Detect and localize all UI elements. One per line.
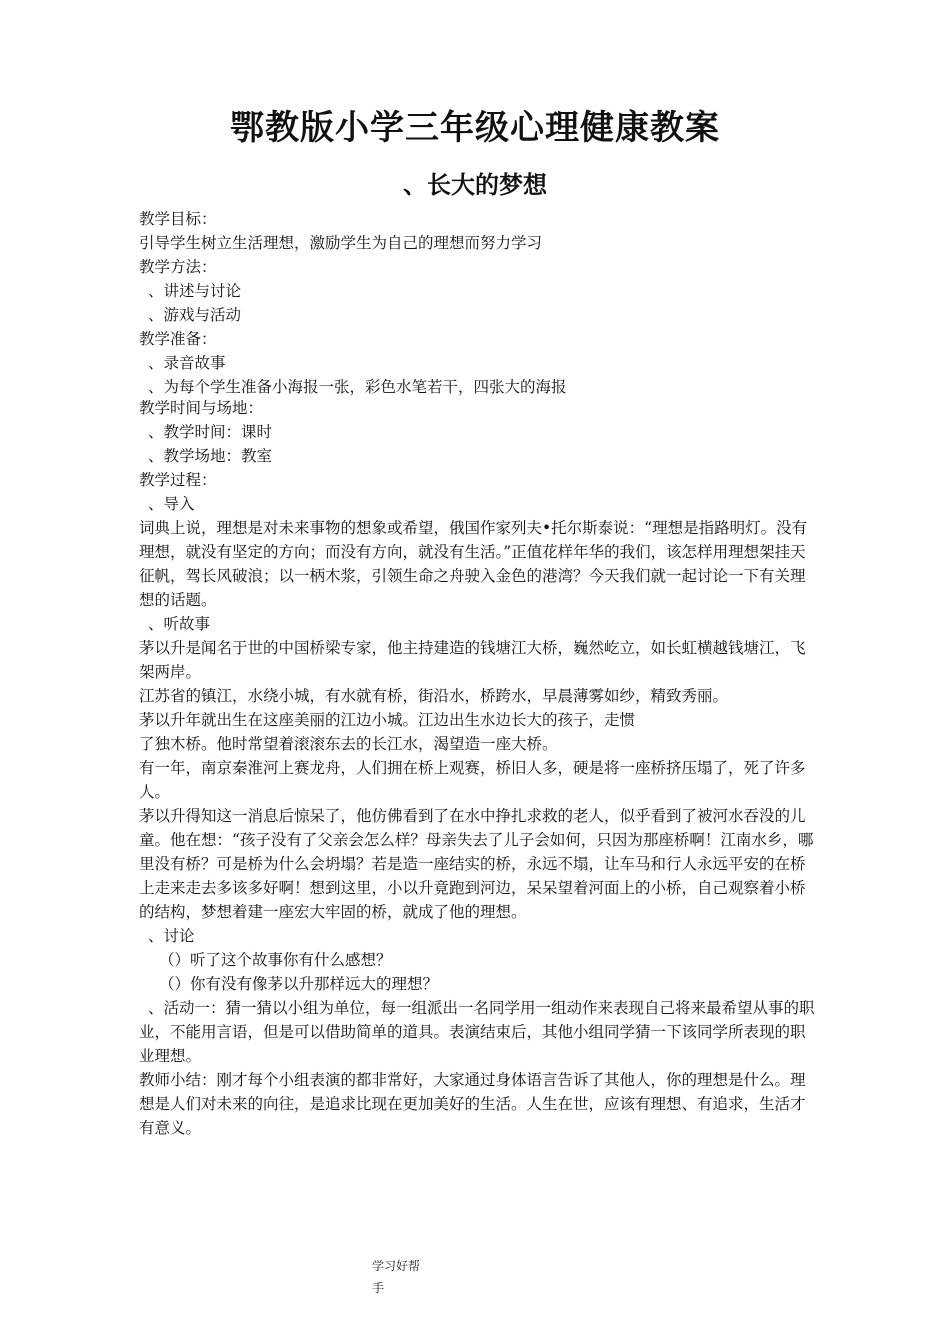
story-paragraph: 茅以升年就出生在这座美丽的江边小城。江边出生水边长大的孩子，走惯 — [139, 711, 636, 729]
intro-paragraph: 词典上说，理想是对未来事物的想象或希望，俄国作家列夫•托尔斯泰说：“理想是指路明灯。没有理想，就没有坚定的方向；而没有方向，就没有生活。”正值花样年华的我们，该怎样用理想架挂天征帆，驾长风破浪；以一柄木浆，引领生命之舟驶入金色的港湾？今天我们就一起讨论一下有关理想的话题。 — [139, 519, 808, 609]
summary-paragraph: 教师小结：刚才每个小组表演的都非常好，大家通过身体语言告诉了其他人，你的理想是什么。理想是人们对未来的向往，是追求比现在更加美好的生活。人生在世，应该有理想、有追求，生活才有意义。 — [139, 1071, 806, 1137]
document-title: 鄂教版小学三年级心理健康教案 — [230, 108, 720, 148]
footer-line: 学习好帮 — [372, 1259, 421, 1273]
discussion-question: （）听了这个故事你有什么感想？ — [159, 951, 392, 969]
prep-heading: 教学准备： — [139, 330, 217, 348]
method-item: 、游戏与活动 — [148, 306, 242, 324]
prep-item: 、为每个学生准备小海报一张，彩色水笔若干，四张大的海报 — [148, 378, 567, 396]
process-heading: 教学过程： — [139, 471, 217, 489]
story-paragraph: 江苏省的镇江，水绕小城，有水就有桥，街沿水，桥跨水，早晨薄雾如纱，精致秀丽。 — [139, 687, 729, 705]
activity-paragraph: 、活动一：猜一猜以小组为单位，每一组派出一名同学用一组动作来表现自己将来最希望从事的职业，不能用言语，但是可以借助简单的道具。表演结束后，其他小组同学猜一下该同学所表现的职业理想。 — [139, 999, 815, 1065]
story-paragraph: 了独木桥。他时常望着滚滚东去的长江水，渴望造一座大桥。 — [139, 735, 558, 753]
prep-item: 、录音故事 — [148, 354, 226, 372]
story-heading: 、听故事 — [148, 615, 211, 633]
footer-line: 手 — [372, 1281, 385, 1295]
discussion-question: （）你有没有像茅以升那样远大的理想？ — [159, 975, 439, 993]
story-paragraph: 茅以升得知这一消息后惊呆了，他仿佛看到了在水中挣扎求救的老人，似乎看到了被河水吞没的儿童。他在想：“孩子没有了父亲会怎么样？母亲失去了儿子会如何，只因为那座桥啊！江南水乡，哪里没有桥？可是桥为什么会坍塌？若是造一座结实的桥，永远不塌，让车马和行人永远平安的在桥上走来走去多该多好啊！想到这里，小以升竟跑到河边，呆呆望着河面上的小桥，自己观察着小桥的结构，梦想着建一座宏大牢固的桥，就成了他的理想。 — [139, 807, 814, 921]
lesson-title: 、长大的梦想 — [403, 171, 547, 199]
page-footer — [372, 1255, 432, 1299]
document-body — [139, 207, 819, 1140]
time-heading: 教学时间与场地： — [139, 399, 264, 417]
method-heading: 教学方法： — [139, 258, 217, 276]
place-item: 、教学场地：教室 — [148, 447, 273, 465]
intro-heading: 、导入 — [148, 495, 195, 513]
time-item: 、教学时间：课时 — [148, 423, 273, 441]
discussion-heading: 、讨论 — [148, 927, 195, 945]
story-paragraph: 有一年，南京秦淮河上赛龙舟，人们拥在桥上观赛，桥旧人多，硬是将一座桥挤压塌了，死了许多人。 — [139, 759, 806, 801]
goal-heading: 教学目标： — [139, 210, 217, 228]
goal-text: 引导学生树立生活理想，激励学生为自己的理想而努力学习 — [139, 234, 543, 252]
story-paragraph: 茅以升是闻名于世的中国桥梁专家，他主持建造的钱塘江大桥，巍然屹立，如长虹横越钱塘江，飞架两岸。 — [139, 639, 806, 681]
method-item: 、讲述与讨论 — [148, 282, 242, 300]
